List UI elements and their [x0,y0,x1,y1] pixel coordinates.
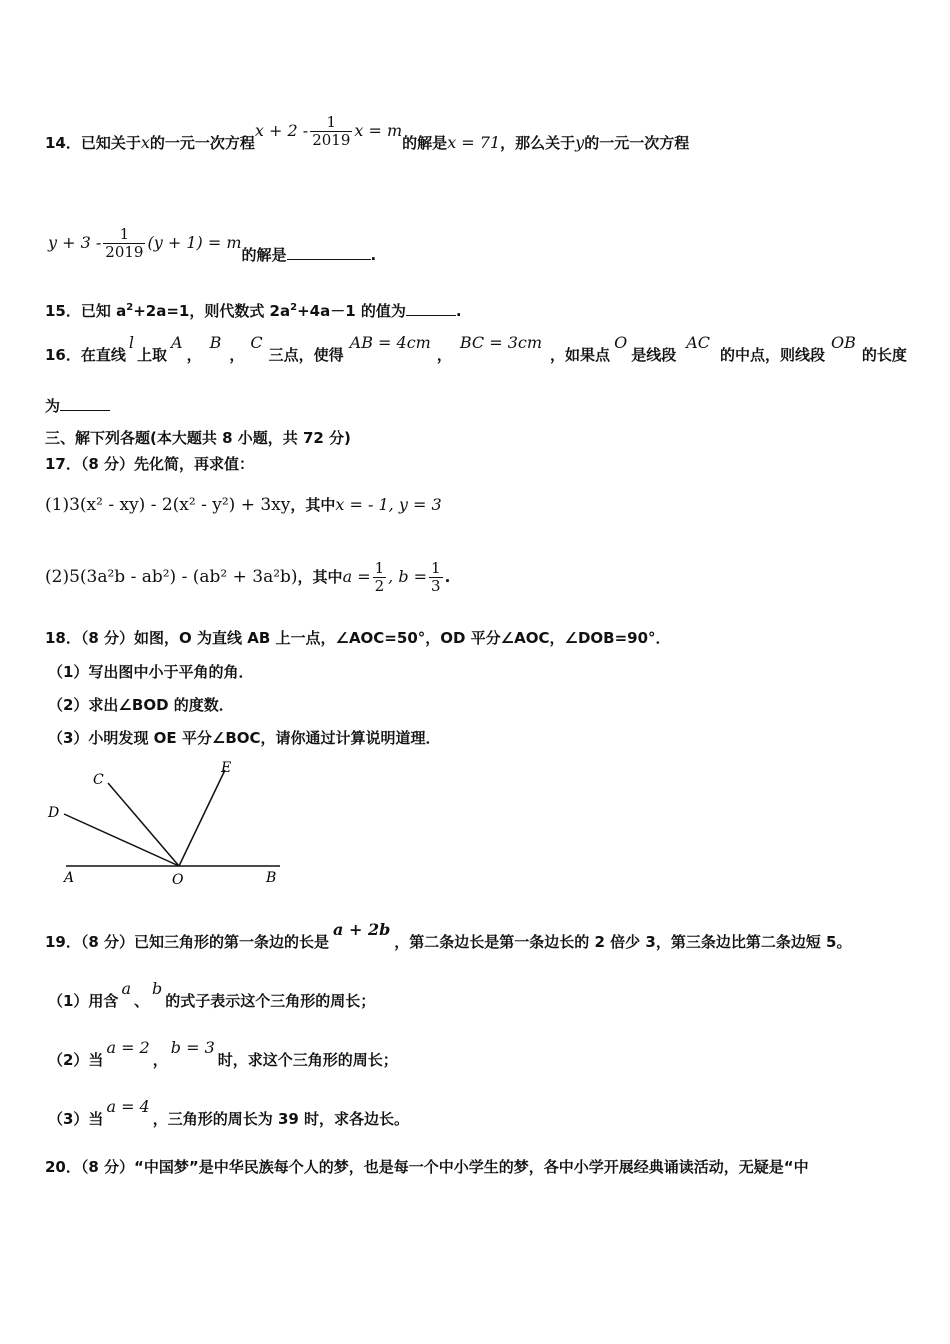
eq1-post: x = m [354,121,403,140]
q20-line1: 20．（8 分）“中国梦”是中华民族每个人的梦，也是每一个中小学生的梦，各中小学开展经典诵读活动，无疑是“中 [45,1158,809,1176]
q14-line1: 14．已知关于x的一元一次方程x + 2 - $\frac{1}{2019}$ x = m的解是x = 71，那么关于y的一元一次方程 [45,113,690,152]
q19-sub2: （2）当a = 2，b = 3时，求这个三角形的周长； [48,1038,398,1069]
label-e: E [221,760,232,776]
ray-oe [179,770,225,866]
answer-blank [287,245,371,260]
answer-blank [60,396,110,411]
q18-sub1: （1）写出图中小于平角的角． [48,663,254,681]
section-3-heading: 三、解下列各题(本大题共 8 小题，共 72 分) [45,429,351,447]
q19-sub1: （1）用含a、b的式子表示这个三角形的周长； [48,979,376,1010]
eq2-pre: y + 3 - [48,233,102,252]
solution-x: x = 71 [447,133,501,152]
q16-line1: 16．在直线l上取A，B，C三点，使得AB = 4cm，BC = 3cm，如果点O是线段AC的中点，则线段OB的长度 [45,333,907,364]
q15: 15．已知 $a^2+2a=1$，则代数式 $2a^2+4a-1$ 的值为 . [45,302,462,320]
q17-title: 17．（8 分）先化简，再求值： [45,455,255,473]
angle-figure [40,758,290,888]
label-c: C [93,772,104,788]
label-o: O [172,872,184,888]
q16-line2: 为 [45,396,110,416]
var-y: y [575,133,585,152]
q14-line2: y + 3 - $\frac{1}{2019}$ (y + 1) = m的解是 . [48,225,377,264]
var-x: x [140,133,150,152]
label-d: D [48,805,60,821]
fraction-1-2019-b: $\frac{1}{2019}$ [105,225,144,261]
q19-sub3: （3）当a = 4，三角形的周长为 39 时，求各边长。 [48,1097,410,1128]
ray-oc [108,783,179,866]
q18-sub3: （3）小明发现 OE 平分∠BOC，请你通过计算说明道理． [48,729,441,747]
fraction-1-2019: $\frac{1}{2019}$ [312,113,351,149]
label-a: A [64,870,75,886]
ray-od [64,814,179,866]
q18-title: 18．（8 分）如图，O 为直线 AB 上一点，∠AOC=50°，OD 平分∠AOC，∠DOB=90°． [45,629,671,647]
q17-part2: (2)5(3a²b - ab²) - (ab² + 3a²b)，其中a = $\frac{1}{2}$ , b = $\frac{1}{3}$ . [45,559,451,595]
label-b: B [266,870,277,886]
q17-part1: (1)3(x² - xy) - 2(x² - y²) + 3xy，其中x = - 1, y = 3 [45,495,442,515]
eq1-pre: x + 2 - [254,121,309,140]
q19-line1: 19．（8 分）已知三角形的第一条边的长是a + 2b，第二条边长是第一条边长的 2 倍少 3，第三条边比第二条边短 5。 [45,920,852,951]
q18-sub2: （2）求出∠BOD 的度数． [48,696,234,714]
eq2-post: (y + 1) = m [147,233,242,252]
answer-blank [406,301,456,316]
